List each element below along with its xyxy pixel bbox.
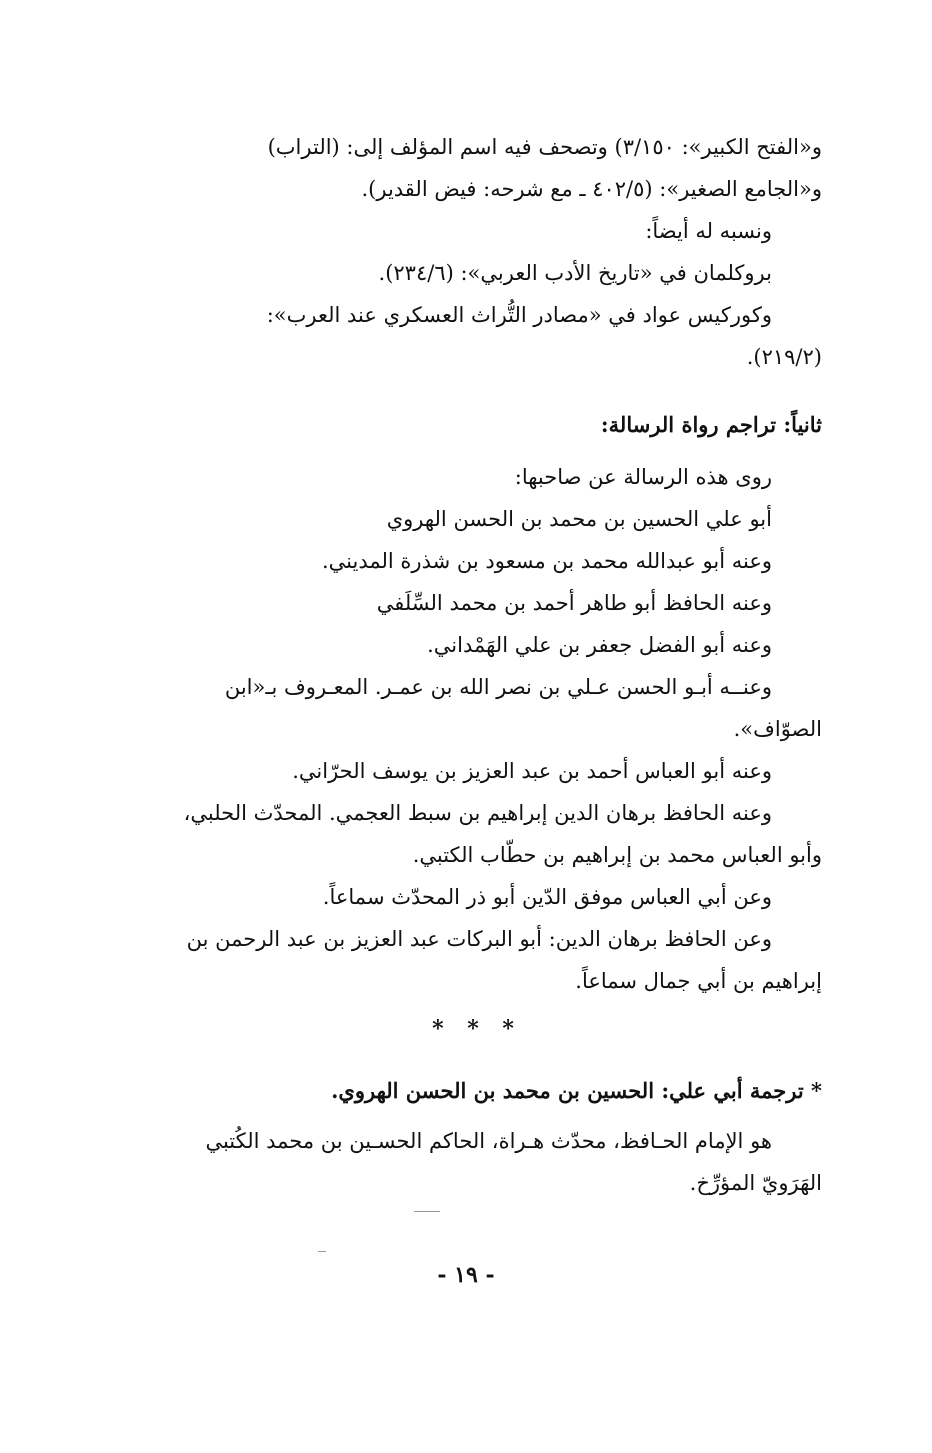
source-line: وكوركيس عواد في «مصادر التُّراث العسكري عند العرب»:: [266, 303, 772, 327]
narrator-line: وعنــه أبـو الحسن عـلي بن نصر الله بن عمـر. المعـروف بـ«ابن: [224, 675, 772, 699]
narrator-line: وعنه أبو عبدالله محمد بن مسعود بن شذرة المديني.: [322, 549, 772, 573]
source-line: (٢١٩/٢).: [746, 345, 822, 369]
source-line: و«الفتح الكبير»: ٣/١٥٠) وتصحف فيه اسم المؤلف إلى: (التراب): [267, 135, 822, 159]
narrator-line: وعنه أبو الفضل جعفر بن علي الهَمْداني.: [427, 633, 772, 657]
narrator-line: وأبو العباس محمد بن إبراهيم بن حطّاب الكتبي.: [412, 843, 822, 867]
section-separator: * * *: [432, 1016, 522, 1042]
narrator-line: وعنه الحافظ برهان الدين إبراهيم بن سبط العجمي. المحدّث الحلبي،: [183, 801, 772, 825]
narrator-line: وعن الحافظ برهان الدين: أبو البركات عبد العزيز بن عبد الرحمن بن: [186, 927, 772, 951]
sources-section: [132, 126, 822, 1204]
source-line: بروكلمان في «تاريخ الأدب العربي»: (٢٣٤/٦).: [378, 261, 772, 285]
scan-mark: [414, 1211, 440, 1212]
narrator-line: وعنه أبو العباس أحمد بن عبد العزيز بن يوسف الحرّاني.: [292, 759, 772, 783]
biography-line: الهَرَويّ المؤرِّخ.: [689, 1171, 822, 1195]
source-line: و«الجامع الصغير»: (٤٠٢/٥ ـ مع شرحه: فيض القدير).: [361, 177, 822, 201]
biography-line: هو الإمام الحـافظ، محدّث هـراة، الحاكم الحسـين بن محمد الكُتبي: [205, 1129, 772, 1153]
spacer: [132, 378, 822, 404]
biography-heading: * ترجمة أبي علي: الحسين بن محمد بن الحسن الهروي.: [331, 1078, 822, 1103]
narrator-line: روى هذه الرسالة عن صاحبها:: [514, 465, 772, 489]
section-heading: ثانياً: تراجم رواة الرسالة:: [600, 412, 822, 437]
narrator-line: أبو علي الحسين بن محمد بن الحسن الهروي: [386, 507, 772, 531]
narrator-line: وعن أبي العباس موفق الدّين أبو ذر المحدّث سماعاً.: [322, 885, 772, 909]
source-line: ونسبه له أيضاً:: [645, 219, 772, 243]
page-number: - ١٩ -: [437, 1262, 495, 1288]
scan-mark: [318, 1251, 326, 1252]
narrator-line: الصوّاف».: [733, 717, 822, 741]
narrator-line: إبراهيم بن أبي جمال سماعاً.: [575, 969, 822, 993]
narrator-line: وعنه الحافظ أبو طاهر أحمد بن محمد السِّلَفي: [376, 591, 772, 615]
